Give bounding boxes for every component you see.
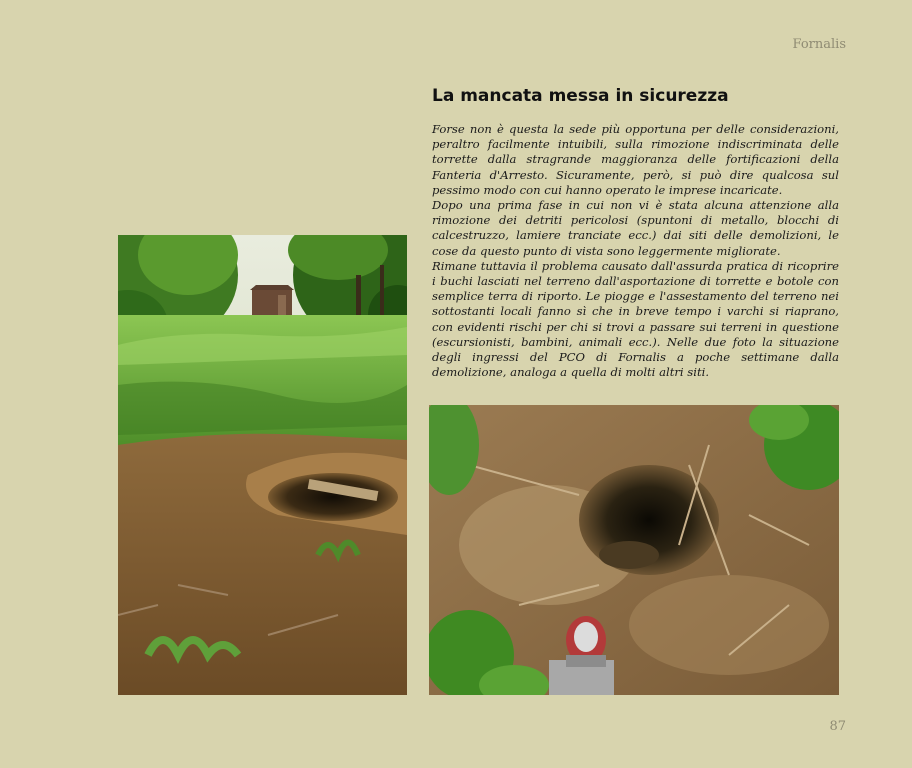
photo-meadow-hole: [118, 235, 407, 695]
photo-meadow-hole-graphic: [118, 235, 407, 695]
running-header: Fornalis: [792, 37, 846, 52]
page-number: 87: [829, 719, 846, 734]
article-title: La mancata messa in sicurezza: [432, 86, 729, 106]
article-paragraph: Dopo una prima fase in cui non vi è stata alcuna attenzione alla rimozione dei detriti pericolosi (spuntoni di metallo, blocchi di calcestruzzo, lamiere tranciate ecc.) dai siti delle demolizioni, le cose da questo punto di vista sono leggermente migliorate.: [432, 198, 839, 258]
article-paragraph: Forse non è questa la sede più opportuna per delle considerazioni, peraltro facilmente intuibili, sulla rimozione indiscriminata delle torrette dalla stragrande maggioranza delle fortificazioni della Fanteria d'Arresto. Sicuramente, però, si può dire qualcosa sul pessimo modo con cui hanno operato le imprese incaricate.: [432, 122, 839, 197]
photo-open-hole: [429, 405, 839, 695]
article-body: [432, 122, 839, 380]
article-paragraph: Rimane tuttavia il problema causato dall'assurda pratica di ricoprire i buchi lasciati nel terreno dall'asportazione di torrette e botole con semplice terra di riporto. Le piogge e l'assestamento del terreno nei sottostanti locali fanno sì che in breve tempo i varchi si riaprano, con evidenti rischi per chi si trovi a passare sui terreni in questione (escursionisti, bambini, animali ecc.). Nelle due foto la situazione degli ingressi del PCO di Fornalis a poche settimane dalla demolizione, analoga a quella di molti altri siti.: [432, 258, 839, 380]
photo-open-hole-graphic: [429, 405, 839, 695]
